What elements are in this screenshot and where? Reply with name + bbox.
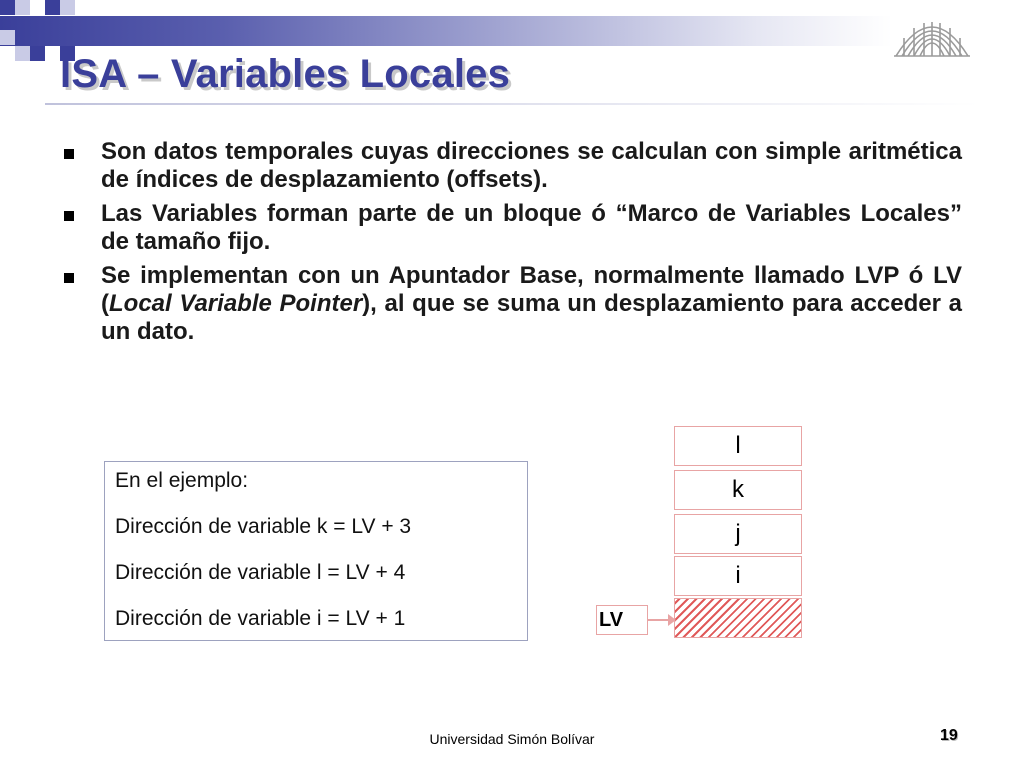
header-gradient-band xyxy=(0,16,892,46)
footer-institution: Universidad Simón Bolívar xyxy=(429,731,595,747)
example-line: Dirección de variable l = LV + 4 xyxy=(115,561,406,584)
decor-square xyxy=(60,0,75,15)
bullet-item xyxy=(62,138,962,194)
bullet-text: Son datos temporales cuyas direcciones se calculan con simple aritmética de índices de desplazamiento (offsets). xyxy=(101,138,962,193)
decor-square xyxy=(0,30,15,45)
bullet-text-italic: Local Variable Pointer xyxy=(109,290,363,317)
page-number: 19 xyxy=(940,727,958,744)
bullet-text: Las Variables forman parte de un bloque ó “Marco de Variables Locales” de tamaño fijo. xyxy=(101,200,962,255)
memory-cell-i: i xyxy=(674,556,802,596)
example-line: Dirección de variable k = LV + 3 xyxy=(115,515,412,538)
bullet-text-before: Se implementan con un Apuntador Base, normalmente llamado LVP ó LV ( xyxy=(101,262,962,317)
bullet-text-after: ), al que se suma un desplazamiento para acceder a un dato. xyxy=(101,290,962,345)
square-bullet-icon xyxy=(64,273,74,283)
decor-square xyxy=(15,0,30,15)
decor-square xyxy=(45,0,60,15)
title-underline xyxy=(45,103,980,105)
decor-square xyxy=(15,46,30,61)
decor-square xyxy=(30,46,45,61)
slide-title: ISA – Variables Locales xyxy=(60,52,511,96)
bullet-list xyxy=(62,138,962,352)
example-box xyxy=(104,461,528,641)
memory-cell-base-hatched xyxy=(674,598,802,638)
arrow-right-icon xyxy=(648,612,678,628)
square-bullet-icon xyxy=(64,211,74,221)
decor-square xyxy=(0,0,15,15)
lv-pointer-label: LV xyxy=(596,605,648,635)
example-heading: En el ejemplo: xyxy=(115,469,249,492)
memory-cell-j: j xyxy=(674,514,802,554)
university-logo-icon xyxy=(890,4,974,66)
bullet-item xyxy=(62,262,962,346)
bullet-item xyxy=(62,200,962,256)
memory-cell-k: k xyxy=(674,470,802,510)
square-bullet-icon xyxy=(64,149,74,159)
memory-cell-l: l xyxy=(674,426,802,466)
example-line: Dirección de variable i = LV + 1 xyxy=(115,607,406,630)
